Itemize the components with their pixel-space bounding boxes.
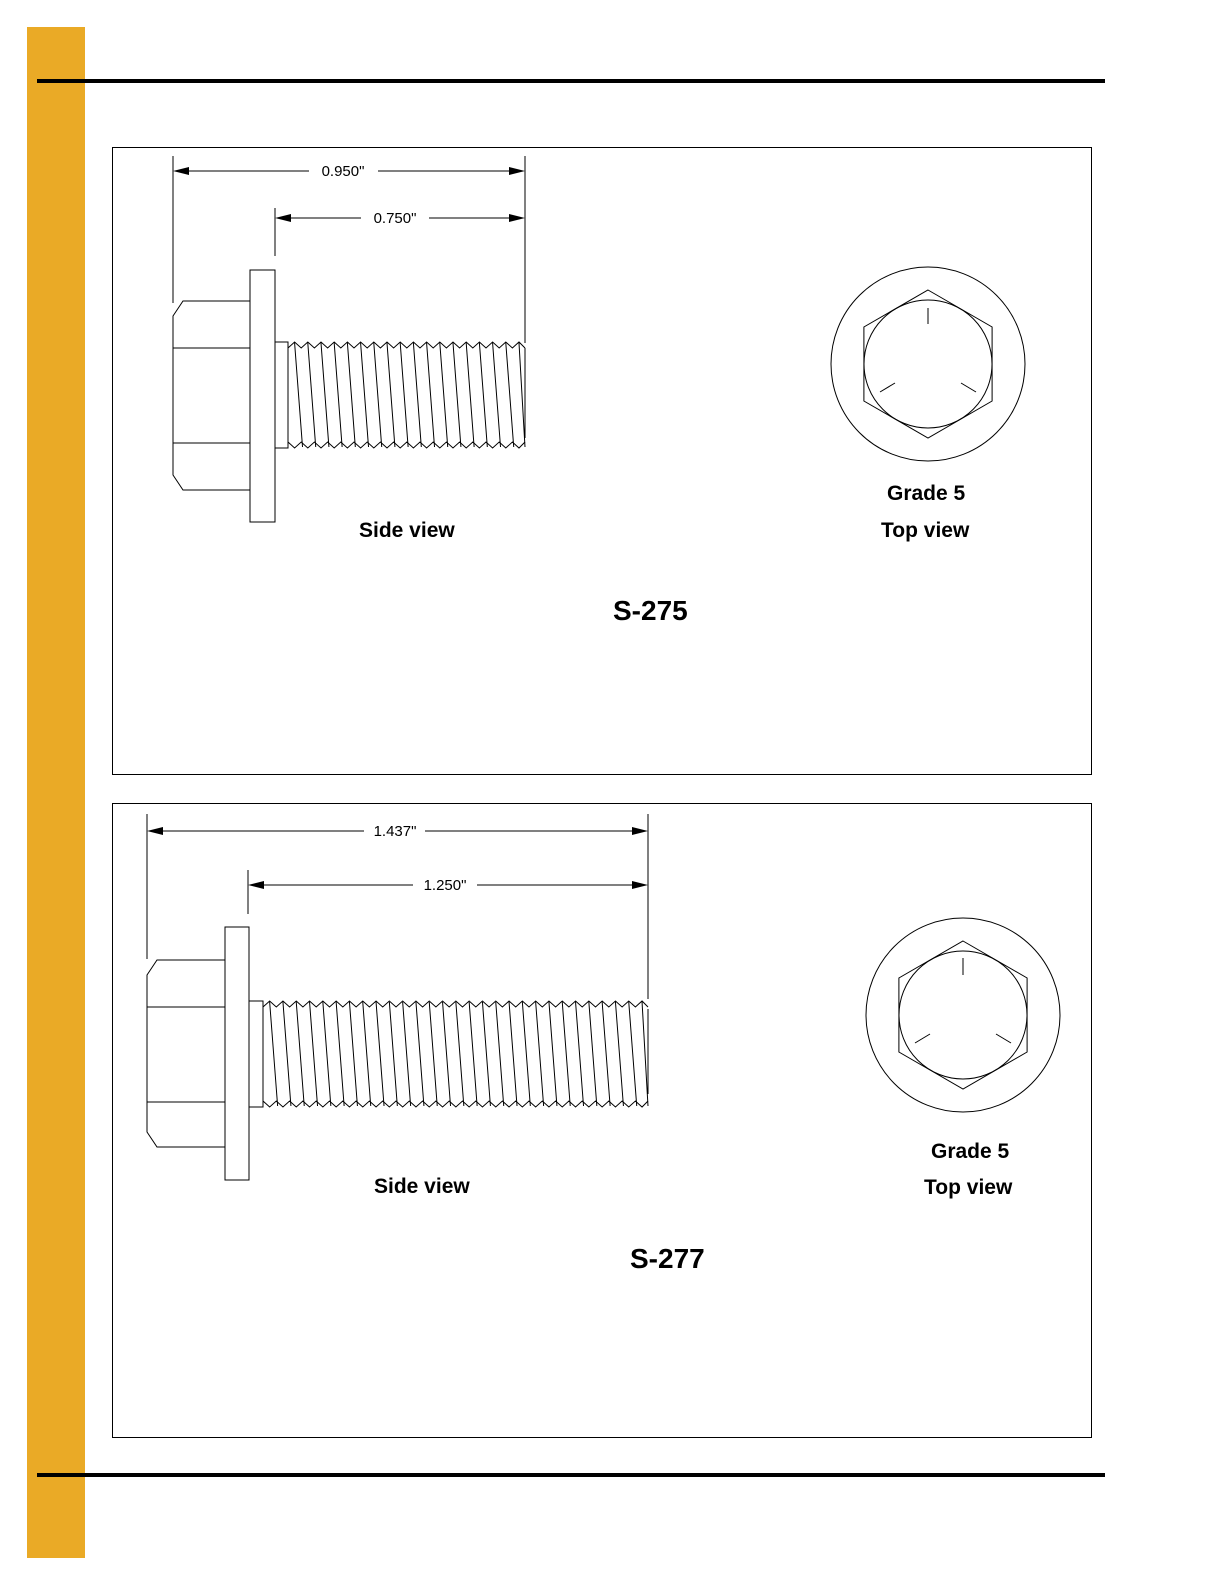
grade-mark bbox=[880, 383, 895, 392]
arrowhead bbox=[275, 214, 291, 222]
drawing-panel-s275 bbox=[112, 147, 1092, 775]
dimension-thread: 0.750" bbox=[373, 210, 417, 227]
flange bbox=[250, 270, 275, 522]
thread-lines bbox=[270, 1002, 648, 1106]
top-view-label: Top view bbox=[924, 1176, 1013, 1199]
dimension-thread: 1.250" bbox=[423, 877, 467, 894]
arrowhead bbox=[509, 167, 525, 175]
arrowhead bbox=[147, 827, 163, 835]
arrowhead bbox=[509, 214, 525, 222]
shank bbox=[249, 1001, 263, 1107]
thread-crest-top bbox=[263, 1001, 648, 1007]
thread-crest-bottom bbox=[263, 1101, 648, 1107]
flange bbox=[225, 927, 249, 1180]
grade-label: Grade 5 bbox=[887, 482, 966, 505]
arrowhead bbox=[632, 827, 648, 835]
arrowhead bbox=[173, 167, 189, 175]
grade-mark bbox=[915, 1034, 930, 1043]
part-number: S-277 bbox=[630, 1243, 705, 1274]
grade-label: Grade 5 bbox=[931, 1140, 1010, 1163]
dimension-overall: 1.437" bbox=[373, 823, 417, 840]
arrowhead bbox=[248, 881, 264, 889]
top-view-washer bbox=[866, 918, 1060, 1112]
dimension-overall: 0.950" bbox=[321, 163, 365, 180]
footer-rule bbox=[37, 1473, 1105, 1477]
bolt-drawing-s277 bbox=[113, 804, 1093, 1439]
side-view-label: Side view bbox=[374, 1175, 470, 1198]
thread-crest-top bbox=[288, 342, 525, 348]
grade-mark bbox=[996, 1034, 1011, 1043]
hex-head bbox=[147, 960, 225, 1147]
hex-head bbox=[173, 301, 250, 490]
thread-crest-bottom bbox=[288, 442, 525, 448]
side-view-label: Side view bbox=[359, 519, 455, 542]
grade-mark bbox=[961, 383, 976, 392]
top-view-label: Top view bbox=[881, 519, 970, 542]
bolt-drawing-s275 bbox=[113, 148, 1093, 776]
shank bbox=[275, 342, 288, 448]
part-number: S-275 bbox=[613, 595, 688, 626]
thread-lines bbox=[295, 343, 525, 447]
gold-side-bar bbox=[27, 27, 85, 1558]
arrowhead bbox=[632, 881, 648, 889]
drawing-panel-s277 bbox=[112, 803, 1092, 1438]
top-view-washer bbox=[831, 267, 1025, 461]
header-rule bbox=[37, 79, 1105, 83]
